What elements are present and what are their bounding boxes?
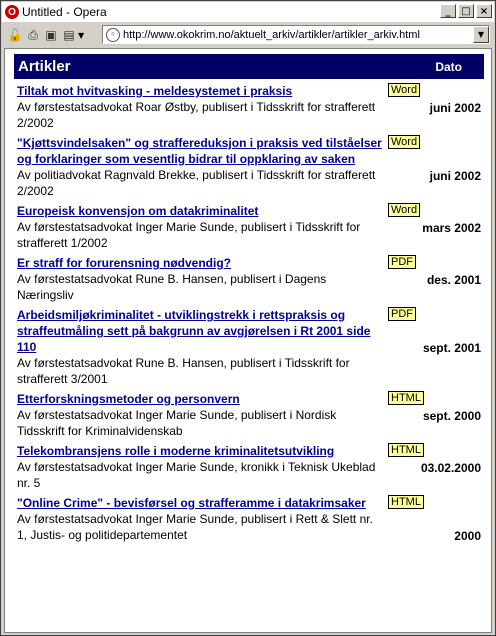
- article-description: Av førstestatsadvokat Roar Østby, publisert i Tidsskrift for strafferett 2/2002: [17, 100, 376, 130]
- window-title: Untitled - Opera: [22, 5, 107, 19]
- article-link[interactable]: Europeisk konvensjon om datakriminalitet: [17, 204, 259, 218]
- image-icon[interactable]: ▣: [45, 28, 57, 42]
- page-content: [14, 54, 484, 543]
- page-viewport: [4, 48, 492, 633]
- format-badge[interactable]: PDF: [388, 307, 416, 321]
- article-description: Av førstestatsadvokat Rune B. Hansen, publisert i Dagens Næringsliv: [17, 272, 327, 302]
- close-button[interactable]: ×: [476, 4, 492, 18]
- toolbar: [2, 23, 494, 47]
- format-badge[interactable]: Word: [388, 203, 420, 217]
- format-badge[interactable]: Word: [388, 135, 420, 149]
- lock-icon[interactable]: 🔓: [7, 28, 23, 42]
- article-list: [14, 83, 484, 543]
- article-meta: [386, 391, 484, 439]
- article-description: Av førstestatsadvokat Rune B. Hansen, publisert i Tidsskrift for strafferett 3/2001: [17, 356, 350, 386]
- article-date: 03.02.2000: [420, 461, 481, 475]
- article-link[interactable]: Er straff for forurensning nødvendig?: [17, 256, 232, 270]
- article-meta: [386, 307, 484, 387]
- article-body: [14, 83, 386, 131]
- article-date: sept. 2001: [422, 341, 481, 355]
- maximize-button[interactable]: □: [458, 4, 474, 18]
- article-body: [14, 443, 386, 491]
- article-meta: [386, 135, 484, 199]
- article-date: juni 2002: [429, 169, 481, 183]
- title-bar: [2, 2, 494, 22]
- article-link[interactable]: "Kjøttsvindelsaken" og straffereduksjon i praksis ved tilståelser og forklaringer som vesentlig bidrar til oppklaring av saken: [17, 136, 382, 166]
- date-column-label: Dato: [435, 59, 462, 74]
- article-meta: [386, 203, 484, 251]
- article-meta: [386, 495, 484, 543]
- toolbar-dropdown-icon[interactable]: ▼: [78, 30, 85, 40]
- article-row: [14, 443, 484, 491]
- format-badge[interactable]: HTML: [388, 495, 424, 509]
- format-badge[interactable]: HTML: [388, 443, 424, 457]
- minimize-button[interactable]: _: [440, 4, 456, 18]
- article-link[interactable]: "Online Crime" - bevisførsel og strafferamme i datakrimsaker: [17, 496, 366, 510]
- address-bar: [102, 25, 490, 44]
- article-date: juni 2002: [429, 101, 481, 115]
- article-meta: [386, 83, 484, 131]
- article-body: [14, 255, 386, 303]
- articles-header: [14, 54, 484, 79]
- article-link[interactable]: Etterforskningsmetoder og personvern: [17, 392, 240, 406]
- article-meta: [386, 443, 484, 491]
- article-body: [14, 135, 386, 199]
- article-link[interactable]: Telekombransjens rolle i moderne kriminalitetsutvikling: [17, 444, 335, 458]
- format-badge[interactable]: HTML: [388, 391, 424, 405]
- page-title: Artikler: [18, 58, 71, 75]
- article-description: Av førstestatsadvokat Inger Marie Sunde, publisert i Rett & Slett nr. 1, Justis- og politidepartementet: [17, 512, 373, 542]
- article-body: [14, 495, 386, 543]
- page-icon[interactable]: ▤: [63, 28, 75, 42]
- article-row: [14, 495, 484, 543]
- article-body: [14, 203, 386, 251]
- article-description: Av førstestatsadvokat Inger Marie Sunde, kronikk i Teknisk Ukeblad nr. 5: [17, 460, 376, 490]
- article-row: [14, 307, 484, 387]
- article-description: Av førstestatsadvokat Inger Marie Sunde, publisert i Tidsskrift for strafferett 1/2002: [17, 220, 361, 250]
- article-link[interactable]: Tiltak mot hvitvasking - meldesystemet i praksis: [17, 84, 293, 98]
- address-dropdown-icon[interactable]: ▼: [473, 26, 489, 43]
- article-body: [14, 307, 386, 387]
- globe-icon: ◦: [106, 28, 120, 42]
- print-icon[interactable]: ⎙: [28, 27, 38, 42]
- article-row: [14, 83, 484, 131]
- article-row: [14, 203, 484, 251]
- address-input[interactable]: [123, 29, 473, 41]
- article-link[interactable]: Arbeidsmiljøkriminalitet - utviklingstrekk i rettspraksis og straffeutmåling sett på bakgrunn av avgjørelsen i Rt 2001 side 110: [17, 308, 371, 354]
- article-row: [14, 135, 484, 199]
- format-badge[interactable]: PDF: [388, 255, 416, 269]
- article-date: sept. 2000: [422, 409, 481, 423]
- article-date: 2000: [454, 529, 481, 543]
- article-date: des. 2001: [426, 273, 481, 287]
- article-row: [14, 255, 484, 303]
- article-meta: [386, 255, 484, 303]
- format-badge[interactable]: Word: [388, 83, 420, 97]
- article-row: [14, 391, 484, 439]
- article-body: [14, 391, 386, 439]
- opera-logo-icon: O: [5, 5, 19, 19]
- article-description: Av førstestatsadvokat Inger Marie Sunde, publisert i Nordisk Tidsskrift for Kriminalvidenskab: [17, 408, 337, 438]
- article-date: mars 2002: [422, 221, 481, 235]
- article-description: Av politiadvokat Ragnvald Brekke, publisert i Tidsskrift for strafferett 2/2002: [17, 168, 376, 198]
